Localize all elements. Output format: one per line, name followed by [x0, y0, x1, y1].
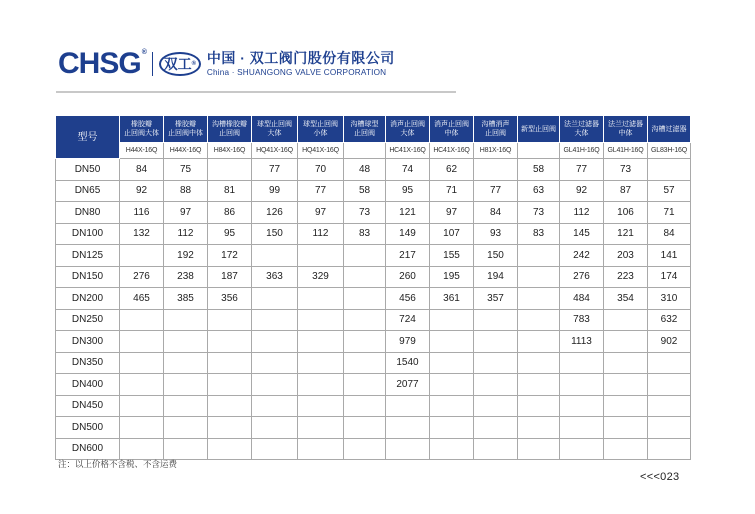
- price-cell: 357: [474, 288, 518, 310]
- price-table-body: [56, 159, 691, 460]
- price-cell: 86: [208, 202, 252, 224]
- price-cell: 329: [298, 266, 344, 288]
- table-row: [56, 352, 691, 374]
- model-code-cell: HC41X-16Q: [386, 143, 430, 159]
- price-cell: [252, 395, 298, 417]
- price-cell: [518, 288, 560, 310]
- price-cell: 95: [386, 180, 430, 202]
- model-code-cell: H44X-16Q: [120, 143, 164, 159]
- price-cell: [208, 331, 252, 353]
- logo-text: CHSG: [58, 47, 141, 80]
- price-cell: [518, 352, 560, 374]
- column-header: 橡胶瓣 止回阀中体: [164, 116, 208, 143]
- price-cell: [164, 352, 208, 374]
- price-cell: 121: [604, 223, 648, 245]
- price-cell: 979: [386, 331, 430, 353]
- company-name-cn: 中国 · 双工阀门股份有限公司: [206, 50, 395, 66]
- column-header: 消声止回阀 大体: [386, 116, 430, 143]
- price-cell: [344, 309, 386, 331]
- company-name: [207, 50, 395, 78]
- size-cell: DN150: [56, 266, 120, 288]
- price-cell: [518, 374, 560, 396]
- price-cell: 126: [252, 202, 298, 224]
- model-code-cell: [344, 143, 386, 159]
- price-cell: 260: [386, 266, 430, 288]
- price-cell: 62: [430, 159, 474, 181]
- price-cell: [344, 266, 386, 288]
- price-cell: [252, 245, 298, 267]
- price-cell: 77: [474, 180, 518, 202]
- column-header: 沟槽消声 止回阀: [474, 116, 518, 143]
- company-name-en: China · SHUANGONG VALVE CORPORATION: [206, 68, 387, 77]
- price-cell: 132: [120, 223, 164, 245]
- price-cell: [208, 374, 252, 396]
- price-cell: [430, 331, 474, 353]
- price-cell: [208, 438, 252, 460]
- price-cell: 81: [208, 180, 252, 202]
- price-cell: [560, 438, 604, 460]
- price-cell: [298, 352, 344, 374]
- table-row: [56, 374, 691, 396]
- price-cell: [560, 374, 604, 396]
- price-cell: 77: [298, 180, 344, 202]
- model-code-cell: H44X-16Q: [164, 143, 208, 159]
- price-cell: 217: [386, 245, 430, 267]
- price-cell: [344, 438, 386, 460]
- model-code-cell: H81X-16Q: [474, 143, 518, 159]
- price-cell: [298, 245, 344, 267]
- price-cell: 84: [120, 159, 164, 181]
- price-cell: 71: [430, 180, 474, 202]
- price-cell: [120, 395, 164, 417]
- price-cell: 172: [208, 245, 252, 267]
- header-row: [56, 116, 691, 143]
- price-cell: [252, 374, 298, 396]
- price-cell: [604, 352, 648, 374]
- price-table-container: [55, 115, 691, 460]
- model-code-cell: GL83H-16Q: [648, 143, 691, 159]
- price-cell: [604, 438, 648, 460]
- price-cell: [386, 438, 430, 460]
- price-cell: 112: [298, 223, 344, 245]
- price-cell: 354: [604, 288, 648, 310]
- footnote: 注：以上价格不含税、不含运费: [58, 459, 178, 469]
- column-header: 橡胶瓣 止回阀大体: [120, 116, 164, 143]
- price-cell: [430, 309, 474, 331]
- table-row: [56, 438, 691, 460]
- price-cell: 121: [386, 202, 430, 224]
- price-cell: 88: [164, 180, 208, 202]
- size-cell: DN250: [56, 309, 120, 331]
- price-cell: [474, 352, 518, 374]
- price-cell: 70: [298, 159, 344, 181]
- size-cell: DN500: [56, 417, 120, 439]
- size-cell: DN100: [56, 223, 120, 245]
- price-cell: [604, 417, 648, 439]
- price-cell: [430, 374, 474, 396]
- price-cell: [120, 374, 164, 396]
- price-cell: [604, 395, 648, 417]
- price-cell: [560, 352, 604, 374]
- price-cell: 456: [386, 288, 430, 310]
- seal-text: 双工: [163, 56, 192, 72]
- price-cell: [252, 438, 298, 460]
- price-cell: 632: [648, 309, 691, 331]
- price-cell: [298, 417, 344, 439]
- price-cell: [252, 331, 298, 353]
- price-cell: [648, 395, 691, 417]
- price-cell: 97: [430, 202, 474, 224]
- price-cell: [120, 352, 164, 374]
- price-cell: [474, 395, 518, 417]
- table-row: [56, 159, 691, 181]
- price-cell: [164, 331, 208, 353]
- price-cell: [208, 395, 252, 417]
- price-cell: 145: [560, 223, 604, 245]
- price-cell: 112: [164, 223, 208, 245]
- price-cell: 363: [252, 266, 298, 288]
- price-cell: 276: [120, 266, 164, 288]
- price-cell: [298, 395, 344, 417]
- price-cell: [208, 159, 252, 181]
- size-cell: DN65: [56, 180, 120, 202]
- price-table: [55, 115, 691, 460]
- price-cell: 116: [120, 202, 164, 224]
- price-cell: [120, 331, 164, 353]
- table-row: [56, 331, 691, 353]
- size-cell: DN400: [56, 374, 120, 396]
- price-cell: 2077: [386, 374, 430, 396]
- price-cell: 1540: [386, 352, 430, 374]
- price-cell: [252, 288, 298, 310]
- price-cell: 83: [344, 223, 386, 245]
- price-cell: [344, 352, 386, 374]
- price-cell: [518, 309, 560, 331]
- price-cell: 465: [120, 288, 164, 310]
- size-cell: DN600: [56, 438, 120, 460]
- price-cell: [474, 374, 518, 396]
- price-cell: [518, 266, 560, 288]
- price-cell: 902: [648, 331, 691, 353]
- table-row: [56, 395, 691, 417]
- price-cell: 63: [518, 180, 560, 202]
- size-cell: DN450: [56, 395, 120, 417]
- price-cell: 238: [164, 266, 208, 288]
- size-cell: DN350: [56, 352, 120, 374]
- seal-reg-mark: ®: [191, 61, 197, 67]
- size-cell: DN200: [56, 288, 120, 310]
- price-cell: [518, 438, 560, 460]
- price-cell: 93: [474, 223, 518, 245]
- price-cell: [604, 331, 648, 353]
- price-cell: 75: [164, 159, 208, 181]
- size-cell: DN300: [56, 331, 120, 353]
- column-header: 沟槽橡胶瓣 止回阀: [208, 116, 252, 143]
- price-cell: [430, 352, 474, 374]
- column-header: 法兰过滤器 大体: [560, 116, 604, 143]
- logo-reg-mark: ®: [141, 49, 146, 56]
- price-cell: [386, 417, 430, 439]
- price-cell: [298, 288, 344, 310]
- model-code-row: [56, 143, 691, 159]
- price-cell: 192: [164, 245, 208, 267]
- price-cell: 150: [474, 245, 518, 267]
- price-cell: [474, 159, 518, 181]
- table-row: [56, 180, 691, 202]
- table-row: [56, 288, 691, 310]
- price-cell: 95: [208, 223, 252, 245]
- price-cell: 73: [344, 202, 386, 224]
- chsg-logo: [58, 49, 146, 79]
- price-cell: 83: [518, 223, 560, 245]
- price-cell: [208, 309, 252, 331]
- logo-divider: [152, 52, 153, 76]
- price-cell: 73: [604, 159, 648, 181]
- price-cell: [120, 309, 164, 331]
- price-cell: [648, 374, 691, 396]
- price-cell: [208, 417, 252, 439]
- price-cell: 484: [560, 288, 604, 310]
- header-rule: [56, 91, 456, 93]
- column-header: 球型止回阀 大体: [252, 116, 298, 143]
- price-cell: 84: [648, 223, 691, 245]
- price-cell: [208, 352, 252, 374]
- price-cell: 141: [648, 245, 691, 267]
- price-cell: [518, 417, 560, 439]
- price-cell: 155: [430, 245, 474, 267]
- price-cell: [164, 395, 208, 417]
- price-cell: 106: [604, 202, 648, 224]
- price-cell: 310: [648, 288, 691, 310]
- price-cell: 92: [560, 180, 604, 202]
- table-row: [56, 266, 691, 288]
- table-row: [56, 223, 691, 245]
- price-cell: [648, 159, 691, 181]
- price-cell: [298, 309, 344, 331]
- model-code-cell: [518, 143, 560, 159]
- price-cell: 97: [298, 202, 344, 224]
- price-cell: [560, 395, 604, 417]
- column-header: 沟槽过滤器: [648, 116, 691, 143]
- price-cell: 149: [386, 223, 430, 245]
- price-cell: [474, 331, 518, 353]
- price-cell: [518, 395, 560, 417]
- price-cell: [298, 331, 344, 353]
- model-code-cell: HQ41X-16Q: [298, 143, 344, 159]
- price-cell: [648, 438, 691, 460]
- price-cell: 223: [604, 266, 648, 288]
- price-cell: 361: [430, 288, 474, 310]
- price-cell: 99: [252, 180, 298, 202]
- column-header: 球型止回阀 小体: [298, 116, 344, 143]
- shuanggong-seal-logo: [159, 52, 201, 76]
- price-cell: [164, 374, 208, 396]
- price-cell: [120, 245, 164, 267]
- model-code-cell: GL41H-16Q: [560, 143, 604, 159]
- price-cell: [164, 417, 208, 439]
- price-cell: [252, 352, 298, 374]
- price-cell: [120, 417, 164, 439]
- price-cell: 187: [208, 266, 252, 288]
- page-number: <<<023: [640, 471, 680, 483]
- price-cell: 195: [430, 266, 474, 288]
- price-cell: [474, 438, 518, 460]
- price-cell: 150: [252, 223, 298, 245]
- price-cell: 84: [474, 202, 518, 224]
- price-cell: [344, 374, 386, 396]
- price-cell: [430, 417, 474, 439]
- price-cell: [344, 245, 386, 267]
- size-cell: DN125: [56, 245, 120, 267]
- price-cell: 1113: [560, 331, 604, 353]
- price-cell: 174: [648, 266, 691, 288]
- size-cell: DN50: [56, 159, 120, 181]
- price-cell: 74: [386, 159, 430, 181]
- price-cell: [344, 417, 386, 439]
- table-row: [56, 417, 691, 439]
- model-code-cell: HQ41X-16Q: [252, 143, 298, 159]
- price-cell: [430, 395, 474, 417]
- price-cell: 87: [604, 180, 648, 202]
- price-cell: 203: [604, 245, 648, 267]
- price-cell: [648, 352, 691, 374]
- header-model-label: 型号: [56, 116, 120, 159]
- table-row: [56, 202, 691, 224]
- column-header: 沟槽球型 止回阀: [344, 116, 386, 143]
- price-cell: [386, 395, 430, 417]
- price-cell: 92: [120, 180, 164, 202]
- price-cell: [344, 288, 386, 310]
- model-code-cell: GL41H-16Q: [604, 143, 648, 159]
- price-cell: [120, 438, 164, 460]
- price-cell: 724: [386, 309, 430, 331]
- model-code-cell: H84X-16Q: [208, 143, 252, 159]
- price-cell: 58: [344, 180, 386, 202]
- column-header: 新型止回阀: [518, 116, 560, 143]
- price-cell: [252, 417, 298, 439]
- column-header: 消声止回阀 中体: [430, 116, 474, 143]
- price-cell: [430, 438, 474, 460]
- price-cell: 242: [560, 245, 604, 267]
- price-cell: [604, 374, 648, 396]
- price-cell: 77: [560, 159, 604, 181]
- table-row: [56, 245, 691, 267]
- price-cell: [252, 309, 298, 331]
- size-cell: DN80: [56, 202, 120, 224]
- price-cell: [474, 417, 518, 439]
- price-cell: [298, 374, 344, 396]
- price-cell: 112: [560, 202, 604, 224]
- column-header: 法兰过滤器 中体: [604, 116, 648, 143]
- price-cell: 783: [560, 309, 604, 331]
- price-cell: [648, 417, 691, 439]
- price-cell: 48: [344, 159, 386, 181]
- price-cell: 58: [518, 159, 560, 181]
- price-cell: 77: [252, 159, 298, 181]
- model-code-cell: HC41X-16Q: [430, 143, 474, 159]
- price-cell: 194: [474, 266, 518, 288]
- price-cell: [518, 245, 560, 267]
- price-cell: 385: [164, 288, 208, 310]
- brand-header: [58, 44, 395, 84]
- price-cell: [298, 438, 344, 460]
- price-cell: 97: [164, 202, 208, 224]
- price-cell: 107: [430, 223, 474, 245]
- price-cell: [164, 309, 208, 331]
- price-cell: 356: [208, 288, 252, 310]
- price-cell: 73: [518, 202, 560, 224]
- price-cell: [560, 417, 604, 439]
- price-cell: 276: [560, 266, 604, 288]
- price-cell: [518, 331, 560, 353]
- price-cell: [164, 438, 208, 460]
- price-cell: [474, 309, 518, 331]
- price-cell: [604, 309, 648, 331]
- price-cell: [344, 395, 386, 417]
- price-cell: [344, 331, 386, 353]
- price-cell: 57: [648, 180, 691, 202]
- table-row: [56, 309, 691, 331]
- price-cell: 71: [648, 202, 691, 224]
